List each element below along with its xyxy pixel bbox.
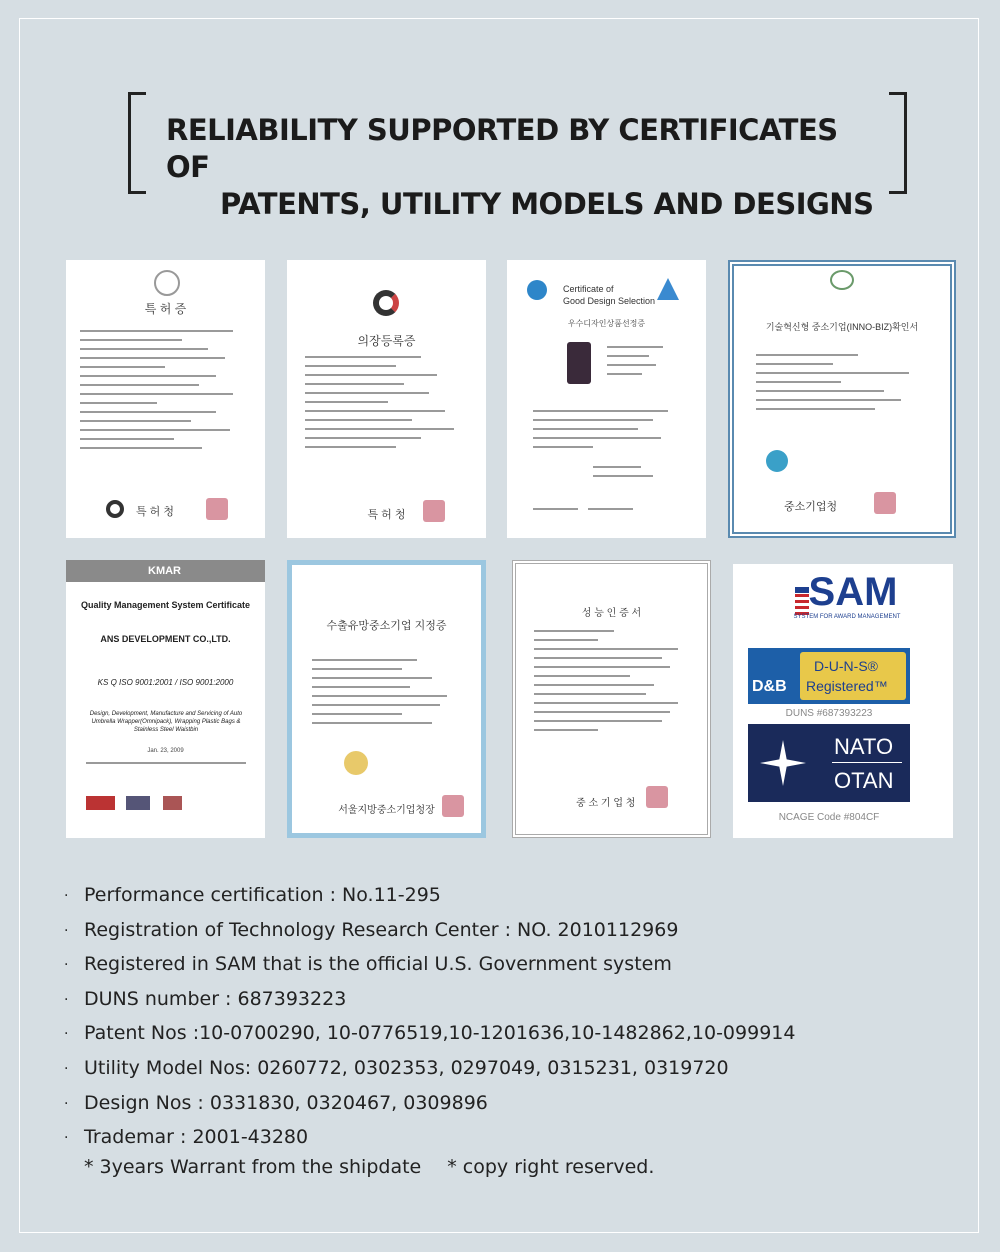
patent-issuer: 특 허 청 xyxy=(136,506,174,518)
product-image xyxy=(567,342,591,384)
seal-icon xyxy=(442,795,464,817)
list-item: · Registered in SAM that is the official U.S. Government system xyxy=(64,953,672,976)
title-line-1: RELIABILITY SUPPORTED BY CERTIFICATES OF xyxy=(166,113,838,184)
gd-mark-icon xyxy=(657,278,679,300)
seal-icon xyxy=(206,498,228,520)
list-item: · Design Nos : 0331830, 0320467, 0309896 xyxy=(64,1091,488,1114)
export-title: 수출유망중소기업 지정증 xyxy=(326,620,447,632)
ncage-code: NCAGE Code #804CF xyxy=(778,812,880,823)
otan-text: OTAN xyxy=(834,768,894,793)
duns-badge xyxy=(748,648,910,704)
kmar-title: Quality Management System Certificate xyxy=(80,600,251,610)
emblem-icon xyxy=(154,270,180,296)
gold-seal-icon xyxy=(344,751,368,775)
flag-hat-icon xyxy=(795,587,809,615)
kmar-standard: KS Q ISO 9001:2001 / ISO 9001:2000 xyxy=(97,678,234,687)
list-item: · Registration of Technology Research Center : NO. 2010112969 xyxy=(64,918,679,941)
kmar-logo: KMAR xyxy=(148,565,181,577)
nato-badge xyxy=(748,724,910,802)
footnotes xyxy=(84,1156,654,1178)
right-bracket xyxy=(889,92,907,194)
nato-divider xyxy=(832,762,902,763)
list-item: · Performance certification : No.11-295 xyxy=(64,884,441,906)
innobiz-certificate xyxy=(728,260,956,538)
duns-label: D-U-N-S® xyxy=(814,658,878,674)
list-item: · DUNS number : 687393223 xyxy=(64,987,347,1010)
list-item: · Utility Model Nos: 0260772, 0302353, 0297049, 0315231, 0319720 xyxy=(64,1056,729,1079)
copyright-note: * copy right reserved. xyxy=(447,1156,655,1178)
seal-icon xyxy=(423,500,445,522)
kipo-logo-icon xyxy=(106,500,124,518)
patent-title: 특 허 증 xyxy=(144,302,187,316)
duns-number: DUNS #687393223 xyxy=(785,708,873,719)
good-design-certificate xyxy=(507,260,706,538)
globe-icon xyxy=(766,450,788,472)
export-issuer: 서울지방중소기업청장 xyxy=(338,805,435,816)
list-item: · Trademar : 2001-43280 xyxy=(64,1126,309,1149)
gd-korean: 우수디자인상품선정증 xyxy=(567,319,646,328)
accreditation-logos xyxy=(86,796,246,810)
title-line-2: PATENTS, UTILITY MODELS AND DESIGNS xyxy=(220,187,874,221)
design-certificate xyxy=(287,260,486,538)
kmar-scope: Design, Development, Manufacture and Servicing of Auto Umbrella Wrapper(Omnipack), Wrapping Plastic Bags & Stainless Steel Waistbin xyxy=(89,711,243,733)
kmar-certificate xyxy=(66,560,265,838)
performance-title: 성 능 인 증 서 xyxy=(581,608,642,619)
export-certificate xyxy=(287,560,486,838)
info-list xyxy=(60,880,940,1157)
innobiz-issuer: 중소기업청 xyxy=(784,501,838,513)
performance-issuer: 중 소 기 업 청 xyxy=(576,798,636,809)
kmar-company: ANS DEVELOPMENT CO.,LTD. xyxy=(100,634,231,644)
seal-icon xyxy=(646,786,668,808)
dnb-logo: D&B xyxy=(752,678,787,695)
gd-title-2: Good Design Selection xyxy=(563,296,656,306)
nato-compass-icon xyxy=(760,740,806,786)
nato-text: NATO xyxy=(834,734,894,759)
design-title: 의장등록증 xyxy=(357,334,416,348)
innobiz-title: 기술혁신형 중소기업(INNO-BIZ)확인서 xyxy=(765,322,919,332)
kipo-logo-icon xyxy=(373,290,399,316)
duns-registered: Registered™ xyxy=(806,678,888,694)
page-title xyxy=(150,112,890,223)
sam-tagline: SYSTEM FOR AWARD MANAGEMENT xyxy=(793,614,901,620)
seal-icon xyxy=(874,492,896,514)
design-issuer: 특 허 청 xyxy=(367,509,406,521)
list-item: · Patent Nos :10-0700290, 10-0776519,10-1201636,10-1482862,10-099914 xyxy=(64,1022,796,1045)
warranty-note: * 3years Warrant from the shipdate xyxy=(84,1156,422,1178)
gd-logo-icon xyxy=(527,280,547,300)
left-bracket xyxy=(128,92,146,194)
sam-registration-card xyxy=(733,564,953,838)
performance-certificate xyxy=(512,560,711,838)
kmar-date: Jan. 23, 2009 xyxy=(147,748,184,754)
gd-title-1: Certificate of xyxy=(563,284,614,294)
patent-certificate xyxy=(66,260,265,538)
emblem-icon xyxy=(830,270,854,290)
sam-logo: SAM xyxy=(771,570,921,615)
